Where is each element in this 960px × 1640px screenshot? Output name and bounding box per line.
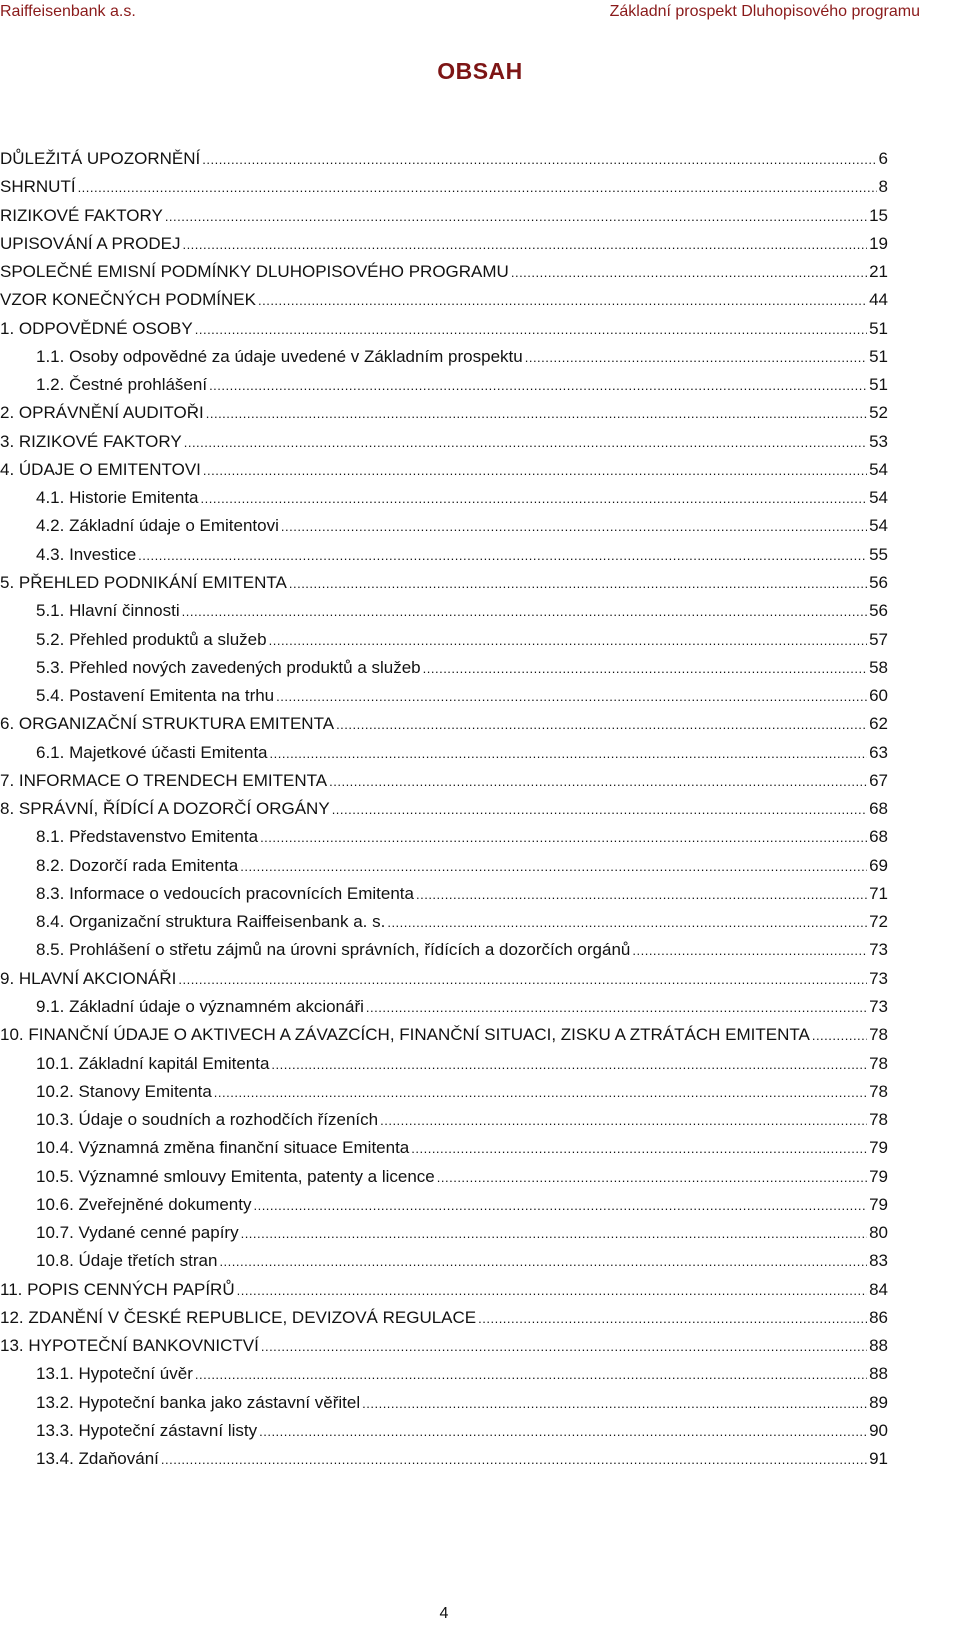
toc-entry-page: 53	[869, 431, 888, 451]
toc-entry-title: 5. PŘEHLED PODNIKÁNÍ EMITENTA	[0, 572, 287, 592]
toc-entry-title: 10.5. Významné smlouvy Emitenta, patenty a licence	[36, 1166, 435, 1186]
toc-entry-page: 55	[869, 544, 888, 564]
toc-entry-page: 52	[869, 403, 888, 423]
toc-entry-page: 78	[869, 1081, 888, 1101]
toc-entry-title: 12. ZDANĚNÍ V ČESKÉ REPUBLICE, DEVIZOVÁ REGULACE	[0, 1307, 477, 1327]
toc-dot-leader	[511, 258, 867, 287]
toc-dot-leader	[202, 145, 876, 174]
toc-dot-leader	[281, 512, 867, 541]
toc-entry-page: 68	[869, 799, 888, 819]
toc-entry[interactable]	[0, 1021, 888, 1049]
toc-dot-leader	[478, 1304, 867, 1333]
toc-dot-leader	[336, 710, 867, 739]
toc-entry[interactable]	[0, 569, 888, 597]
toc-dot-leader	[437, 1163, 867, 1192]
toc-entry-title: VZOR KONEČNÝCH PODMÍNEK	[0, 290, 256, 310]
toc-entry-page: 54	[869, 516, 888, 536]
toc-entry-page: 71	[869, 883, 888, 903]
page-title: OBSAH	[437, 58, 523, 84]
toc-entry-page: 21	[869, 262, 888, 282]
toc-dot-leader	[259, 1417, 867, 1446]
toc-entry[interactable]	[0, 343, 888, 371]
toc-entry-title: 8.2. Dozorčí rada Emitenta	[36, 855, 239, 875]
toc-dot-leader	[411, 1134, 867, 1163]
toc-dot-leader	[240, 852, 867, 881]
toc-entry-page: 63	[869, 742, 888, 762]
toc-entry[interactable]	[0, 456, 888, 484]
toc-entry-page: 89	[869, 1392, 888, 1412]
toc-entry[interactable]	[0, 1078, 888, 1106]
toc-entry-title: 5.1. Hlavní činnosti	[36, 601, 180, 621]
toc-entry-page: 78	[869, 1053, 888, 1073]
toc-entry-page: 8	[878, 177, 888, 197]
toc-entry[interactable]	[0, 1134, 888, 1162]
toc-entry-page: 78	[869, 1110, 888, 1130]
toc-entry-title: 11. POPIS CENNÝCH PAPÍRŮ	[0, 1279, 235, 1299]
toc-entry[interactable]	[0, 1332, 888, 1360]
toc-dot-leader	[253, 1191, 867, 1220]
toc-entry-page: 54	[869, 459, 888, 479]
toc-dot-leader	[237, 1276, 867, 1305]
toc-entry-title: 4. ÚDAJE O EMITENTOVI	[0, 459, 201, 479]
toc-entry[interactable]	[0, 852, 888, 880]
toc-dot-leader	[138, 541, 867, 570]
toc-entry-page: 56	[869, 601, 888, 621]
page-number: 4	[439, 1605, 449, 1622]
toc-dot-leader	[812, 1021, 867, 1050]
toc-entry[interactable]	[0, 1163, 888, 1191]
toc-dot-leader	[261, 1332, 867, 1361]
table-of-contents	[0, 145, 888, 1473]
toc-dot-leader	[219, 1247, 867, 1276]
toc-entry-page: 60	[869, 686, 888, 706]
toc-entry-title: 5.3. Přehled nových zavedených produktů a služeb	[36, 657, 421, 677]
toc-dot-leader	[362, 1389, 867, 1418]
toc-dot-leader	[387, 908, 867, 937]
toc-entry-title: RIZIKOVÉ FAKTORY	[0, 205, 163, 225]
toc-entry-page: 72	[869, 912, 888, 932]
toc-entry[interactable]	[0, 908, 888, 936]
toc-entry-page: 15	[869, 205, 888, 225]
toc-dot-leader	[423, 654, 867, 683]
toc-entry[interactable]	[0, 965, 888, 993]
toc-entry[interactable]	[0, 1304, 888, 1332]
toc-entry[interactable]	[0, 286, 888, 314]
toc-entry-title: 13.1. Hypoteční úvěr	[36, 1364, 193, 1384]
toc-entry-page: 51	[869, 318, 888, 338]
toc-entry[interactable]	[0, 767, 888, 795]
toc-entry-title: 10.2. Stanovy Emitenta	[36, 1081, 212, 1101]
toc-entry-title: UPISOVÁNÍ A PRODEJ	[0, 233, 181, 253]
toc-entry[interactable]	[0, 1219, 888, 1247]
toc-entry-page: 79	[869, 1194, 888, 1214]
toc-entry-title: 13.4. Zdaňování	[36, 1449, 159, 1469]
toc-dot-leader	[195, 1360, 867, 1389]
toc-entry[interactable]	[0, 230, 888, 258]
toc-entry-title: 7. INFORMACE O TRENDECH EMITENTA	[0, 770, 328, 790]
toc-entry[interactable]	[0, 428, 888, 456]
toc-entry[interactable]	[0, 710, 888, 738]
toc-entry-title: 8.4. Organizační struktura Raiffeisenbank a. s.	[36, 912, 386, 932]
toc-entry-page: 80	[869, 1223, 888, 1243]
toc-entry[interactable]	[0, 823, 888, 851]
toc-entry[interactable]	[0, 880, 888, 908]
toc-entry[interactable]	[0, 626, 888, 654]
toc-entry-title: 9. HLAVNÍ AKCIONÁŘI	[0, 968, 177, 988]
toc-entry-page: 79	[869, 1138, 888, 1158]
header-document-title: Základní prospekt Dluhopisového programu	[609, 3, 920, 20]
toc-entry-title: 10. FINANČNÍ ÚDAJE O AKTIVECH A ZÁVAZCÍCH, FINANČNÍ SITUACI, ZISKU A ZTRÁTÁCH EMITENTA	[0, 1025, 810, 1045]
toc-entry[interactable]	[0, 484, 888, 512]
toc-entry-title: 6.1. Majetkové účasti Emitenta	[36, 742, 268, 762]
toc-dot-leader	[276, 682, 867, 711]
toc-entry-page: 56	[869, 572, 888, 592]
toc-entry-page: 88	[869, 1364, 888, 1384]
toc-entry-page: 84	[869, 1279, 888, 1299]
toc-dot-leader	[214, 1078, 867, 1107]
toc-entry-page: 91	[869, 1449, 888, 1469]
toc-dot-leader	[203, 456, 867, 485]
toc-entry-title: 5.4. Postavení Emitenta na trhu	[36, 686, 275, 706]
toc-dot-leader	[289, 569, 867, 598]
toc-dot-leader	[165, 202, 867, 231]
toc-entry-page: 79	[869, 1166, 888, 1186]
toc-dot-leader	[329, 767, 867, 796]
toc-entry-title: 10.6. Zveřejněné dokumenty	[36, 1194, 252, 1214]
toc-dot-leader	[209, 371, 867, 400]
toc-entry-page: 51	[869, 346, 888, 366]
toc-entry-page: 73	[869, 996, 888, 1016]
toc-entry-title: 1.1. Osoby odpovědné za údaje uvedené v Základním prospektu	[36, 346, 523, 366]
toc-entry[interactable]	[0, 597, 888, 625]
toc-entry-title: SHRNUTÍ	[0, 177, 76, 197]
toc-entry[interactable]	[0, 399, 888, 427]
toc-entry[interactable]	[0, 258, 888, 286]
toc-dot-leader	[258, 286, 867, 315]
toc-entry-title: 10.8. Údaje třetích stran	[36, 1251, 218, 1271]
toc-entry[interactable]	[0, 371, 888, 399]
toc-entry-title: 10.1. Základní kapitál Emitenta	[36, 1053, 270, 1073]
toc-entry-page: 73	[869, 940, 888, 960]
toc-dot-leader	[182, 230, 867, 259]
toc-dot-leader	[269, 626, 867, 655]
toc-entry-title: 9.1. Základní údaje o významném akcionáři	[36, 996, 364, 1016]
toc-entry[interactable]	[0, 173, 888, 201]
toc-entry[interactable]	[0, 512, 888, 540]
toc-dot-leader	[380, 1106, 867, 1135]
toc-entry[interactable]	[0, 1417, 888, 1445]
toc-dot-leader	[632, 936, 867, 965]
toc-entry-title: 8.3. Informace o vedoucích pracovnících Emitenta	[36, 883, 414, 903]
toc-entry-page: 54	[869, 488, 888, 508]
toc-entry-title: 3. RIZIKOVÉ FAKTORY	[0, 431, 182, 451]
toc-entry[interactable]	[0, 145, 888, 173]
toc-entry[interactable]	[0, 1360, 888, 1388]
toc-dot-leader	[366, 993, 867, 1022]
toc-entry-title: 2. OPRÁVNĚNÍ AUDITOŘI	[0, 403, 204, 423]
toc-entry-page: 67	[869, 770, 888, 790]
toc-entry[interactable]	[0, 1050, 888, 1078]
toc-entry-title: DŮLEŽITÁ UPOZORNĚNÍ	[0, 149, 201, 168]
toc-entry[interactable]	[0, 1247, 888, 1275]
toc-entry-title: 10.3. Údaje o soudních a rozhodčích řízeních	[36, 1110, 379, 1130]
toc-entry-title: 8.5. Prohlášení o střetu zájmů na úrovni správních, řídících a dozorčích orgánů	[36, 940, 631, 960]
toc-dot-leader	[195, 315, 867, 344]
toc-entry-title: 13.2. Hypoteční banka jako zástavní věřitel	[36, 1392, 361, 1412]
toc-entry[interactable]	[0, 682, 888, 710]
toc-dot-leader	[260, 823, 867, 852]
toc-entry-page: 86	[869, 1307, 888, 1327]
toc-dot-leader	[206, 399, 867, 428]
toc-entry-page: 68	[869, 827, 888, 847]
toc-dot-leader	[332, 795, 867, 824]
toc-entry-title: 10.4. Významná změna finanční situace Emitenta	[36, 1138, 410, 1158]
toc-entry-page: 57	[869, 629, 888, 649]
toc-entry[interactable]	[0, 654, 888, 682]
toc-entry-page: 6	[878, 149, 888, 168]
toc-entry-title: 4.3. Investice	[36, 544, 137, 564]
toc-entry-page: 73	[869, 968, 888, 988]
toc-entry-page: 62	[869, 714, 888, 734]
toc-entry-title: 5.2. Přehled produktů a služeb	[36, 629, 267, 649]
toc-entry[interactable]	[0, 1276, 888, 1304]
toc-dot-leader	[161, 1445, 867, 1474]
toc-entry-title: 10.7. Vydané cenné papíry	[36, 1223, 239, 1243]
toc-entry-title: 13.3. Hypoteční zástavní listy	[36, 1420, 258, 1440]
toc-dot-leader	[182, 597, 867, 626]
toc-entry[interactable]	[0, 315, 888, 343]
header-issuer: Raiffeisenbank a.s.	[0, 3, 136, 20]
toc-entry[interactable]	[0, 1389, 888, 1417]
toc-entry-page: 88	[869, 1336, 888, 1356]
toc-dot-leader	[525, 343, 867, 372]
toc-entry[interactable]	[0, 739, 888, 767]
toc-entry-page: 44	[869, 290, 888, 310]
toc-entry[interactable]	[0, 202, 888, 230]
toc-entry-title: 13. HYPOTEČNÍ BANKOVNICTVÍ	[0, 1336, 259, 1356]
toc-entry[interactable]	[0, 1191, 888, 1219]
toc-entry-page: 19	[869, 233, 888, 253]
toc-dot-leader	[178, 965, 867, 994]
toc-entry-title: 4.1. Historie Emitenta	[36, 488, 199, 508]
toc-entry[interactable]	[0, 993, 888, 1021]
toc-entry-title: 1.2. Čestné prohlášení	[36, 375, 208, 395]
toc-entry-title: 8.1. Představenstvo Emitenta	[36, 827, 259, 847]
toc-entry-page: 58	[869, 657, 888, 677]
toc-dot-leader	[184, 428, 867, 457]
toc-entry-page: 90	[869, 1420, 888, 1440]
toc-entry-title: 8. SPRÁVNÍ, ŘÍDÍCÍ A DOZORČÍ ORGÁNY	[0, 799, 330, 819]
toc-dot-leader	[241, 1219, 868, 1248]
toc-entry[interactable]	[0, 936, 888, 964]
toc-dot-leader	[416, 880, 867, 909]
toc-entry-title: SPOLEČNÉ EMISNÍ PODMÍNKY DLUHOPISOVÉHO PROGRAMU	[0, 262, 509, 282]
toc-dot-leader	[270, 739, 868, 768]
toc-entry-title: 1. ODPOVĚDNÉ OSOBY	[0, 318, 193, 338]
toc-entry[interactable]	[0, 795, 888, 823]
toc-entry[interactable]	[0, 1106, 888, 1134]
toc-dot-leader	[201, 484, 868, 513]
toc-entry-page: 51	[869, 375, 888, 395]
toc-entry-title: 4.2. Základní údaje o Emitentovi	[36, 516, 279, 536]
toc-entry-page: 83	[869, 1251, 888, 1271]
toc-dot-leader	[271, 1050, 867, 1079]
toc-entry[interactable]	[0, 541, 888, 569]
toc-entry[interactable]	[0, 1445, 888, 1473]
toc-entry-page: 78	[869, 1025, 888, 1045]
toc-dot-leader	[78, 173, 877, 202]
toc-entry-title: 6. ORGANIZAČNÍ STRUKTURA EMITENTA	[0, 714, 335, 734]
toc-entry-page: 69	[869, 855, 888, 875]
